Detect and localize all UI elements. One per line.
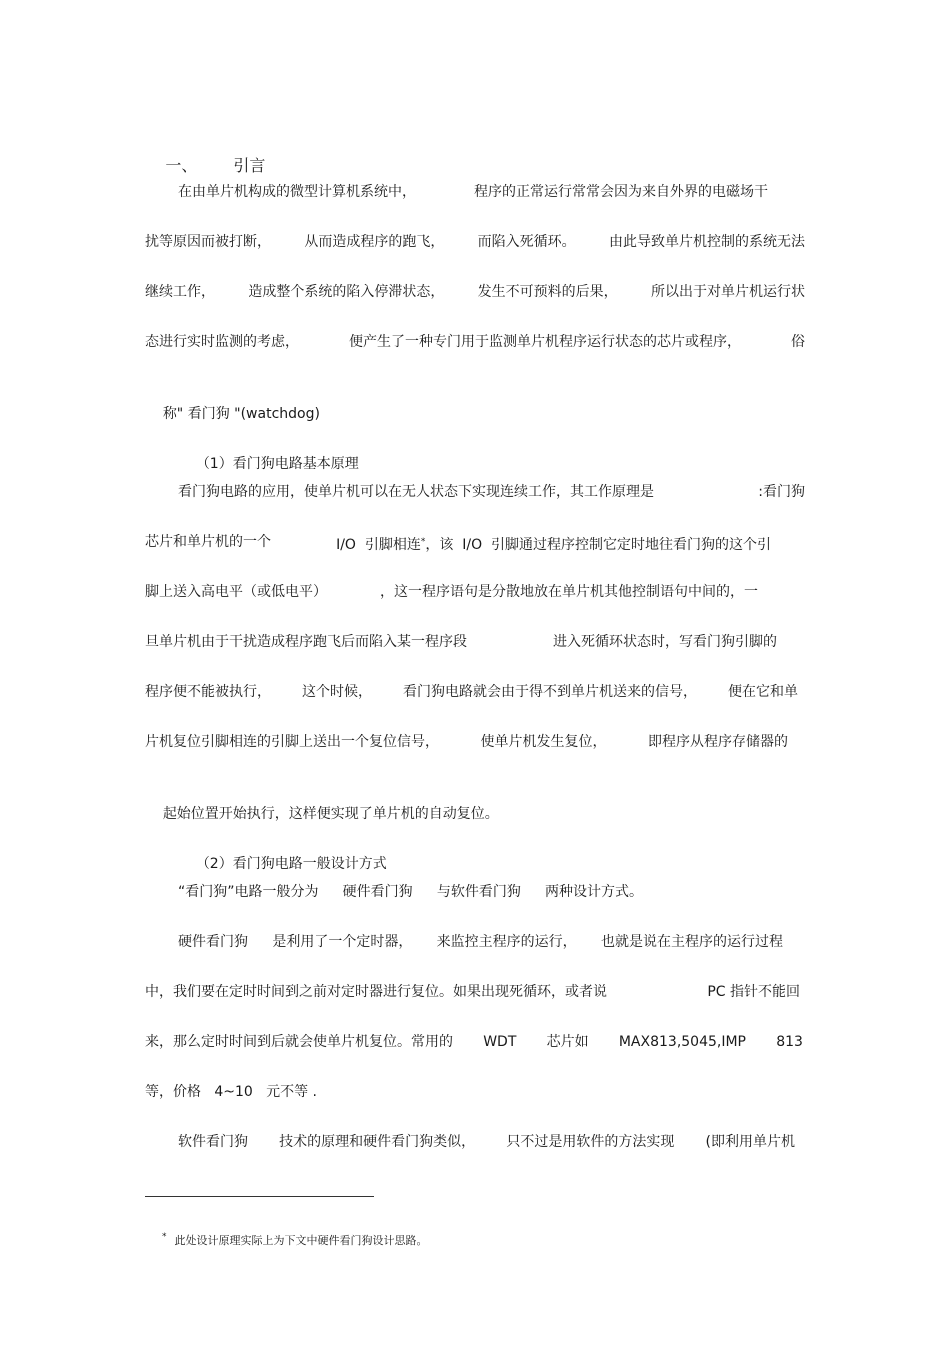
footnote-marker: * [420,537,426,547]
paragraph-line: 硬件看门狗 是利用了一个定时器， 来监控主程序的运行， 也就是说在主程序的运行过程 [178,934,783,950]
paragraph-line: 片机复位引脚相连的引脚上送出一个复位信号， 使单片机发生复位， 即程序从程序存储器的 [145,734,788,750]
footnote [148,1210,428,1268]
paragraph-line: 旦单片机由于干扰造成程序跑飞后而陷入某一程序段 进入死循环状态时，写看门狗引脚的 [145,634,777,650]
paragraph-line: 等，价格 4~10 元不等 . [145,1084,317,1100]
paragraph-line: 芯片和单片机的一个 I/O 引脚相连*，该 I/O 引脚通过程序控制它定时地往看门狗的这个引 [145,534,771,553]
paragraph-line: 在由单片机构成的微型计算机系统中， 程序的正常运行常常会因为来自外界的电磁场干 [178,184,768,200]
paragraph-line: “看门狗”电路一般分为 硬件看门狗 与软件看门狗 两种设计方式。 [178,884,643,900]
paragraph-line: 看门狗电路的应用，使单片机可以在无人状态下实现连续工作，其工作原理是 :看门狗 [178,484,805,500]
paragraph-line: 中，我们要在定时时间到之前对定时器进行复位。如果出现死循环，或者说 PC 指针不能回 [145,984,800,1000]
paragraph-line: 起始位置开始执行，这样便实现了单片机的自动复位。 [162,806,499,822]
section-heading [145,133,805,175]
footnote-divider [145,1196,374,1197]
paragraph-line: 软件看门狗 技术的原理和硬件看门狗类似， 只不过是用软件的方法实现 (即利用单片机 [178,1134,795,1150]
paragraph-line: 脚上送入高电平（或低电平） ，这一程序语句是分散地放在单片机其他控制语句中间的，一 [145,584,758,600]
paragraph-line: 继续工作， 造成整个系统的陷入停滞状态， 发生不可预料的后果， 所以出于对单片机运行状 [145,284,805,300]
footnote-mark: * [162,1232,167,1242]
paragraph-line: 扰等原因而被打断， 从而造成程序的跑飞， 而陷入死循环。 由此导致单片机控制的系统无法 [145,234,805,250]
footnote-text: 此处设计原理实际上为下文中硬件看门狗设计思路。 [174,1234,428,1247]
paragraph-line: 态进行实时监测的考虑， 便产生了一种专门用于监测单片机程序运行状态的芯片或程序， 俗 [145,334,805,350]
paragraph-line: 称" 看门狗 "(watchdog) [162,406,320,422]
section-title: 引言 [233,156,266,175]
paragraph-line: 程序便不能被执行， 这个时候， 看门狗电路就会由于得不到单片机送来的信号， 便在它和单 [145,684,798,700]
paragraph-line: 来，那么定时时间到后就会使单片机复位。常用的 WDT 芯片如 MAX813,5045,IMP 813 [145,1034,803,1050]
subheading-design: （2）看门狗电路一般设计方式 [195,856,387,872]
section-number: 一、 [165,156,198,175]
subheading-principle: （1）看门狗电路基本原理 [195,456,359,472]
